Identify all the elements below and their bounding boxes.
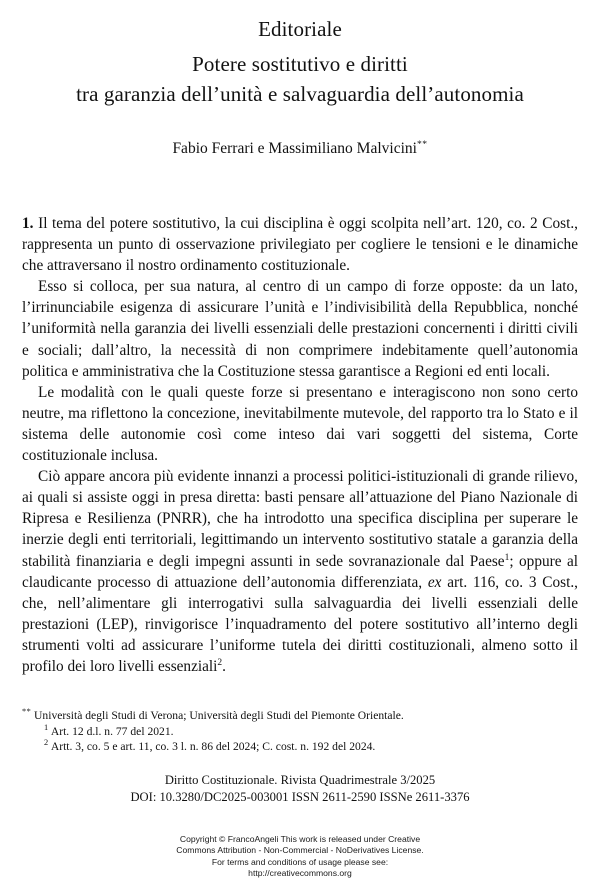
article-body [22, 213, 578, 677]
copyright-line-2: Commons Attribution - Non-Commercial - NoDerivatives License. [176, 845, 424, 856]
footnote-2-marker: 2 [44, 738, 49, 748]
body-paragraph-4 [22, 466, 578, 677]
copyright-url[interactable]: http://creativecommons.org [248, 868, 352, 879]
body-paragraph-4-part-1: Ciò appare ancora più evidente innanzi a processi politici-istituzionali di grande rilievo, ai quali si assiste oggi in presa diretta: basti pensare all’attuazione del Piano Nazionale di Ripresa e Resilienza (PNRR), che ha introdotto una specifica disciplina per superare le inerzie degli enti territoriali, legittimando un intervento sostitutivo statale a garanzia della stabilità finanziaria e degli impegni assunti in sede sovranazionale dal Paese [22, 468, 578, 570]
body-paragraph-3: Le modalità con le quali queste forze si presentano e interagiscono non sono certo neutre, ma riflettono la concezione, inevitabilmente mutevole, del rapporto tra lo Stato e il sistema delle autonomie così come inteso dai vari soggetti del sistema, Corte costituzionale inclusa. [22, 383, 578, 465]
body-paragraph-4-part-4: . [222, 657, 226, 675]
title-line-1: Potere sostitutivo e diritti [192, 52, 408, 76]
journal-info [0, 772, 600, 805]
copyright-line-1: Copyright © FrancoAngeli This work is released under Creative [179, 834, 421, 844]
body-paragraph-4-part-3: art. 116, co. 3 Cost., che, nell’alimentare gli interrogativi sulla salvaguardia dei livelli essenziali delle prestazioni (LEP), rinvigorisce l’inquadramento del potere sostitutivo all’interno degli strumenti volti ad assicurare l’uniforme tutela dei diritti costituzionali, almeno sotto il profilo dei loro livelli essenziali [22, 573, 578, 675]
body-paragraph-4-part-2: ; oppure al claudicante processo di attuazione dell’autonomia differenziata, [22, 552, 578, 591]
footnote-ref-1[interactable]: 1 [504, 552, 510, 563]
journal-name-issue: Diritto Costituzionale. Rivista Quadrimestrale 3/2025 [164, 773, 436, 787]
body-paragraph-1 [22, 213, 578, 276]
copyright-footer [0, 834, 600, 880]
footnote-affiliation-text: Università degli Studi di Verona; Università degli Studi del Piemonte Orientale. [31, 709, 404, 722]
footnote-1 [22, 724, 578, 740]
author-footnote-marker: ** [416, 138, 428, 150]
title-line-2: tra garanzia dell’unità e salvaguardia dell’autonomia [76, 82, 524, 106]
footnote-2-text: Artt. 3, co. 5 e art. 11, co. 3 l. n. 86 del 2024; C. cost. n. 192 del 2024. [48, 740, 376, 754]
latin-term-ex: ex [427, 573, 442, 591]
footnote-ref-2[interactable]: 2 [217, 657, 223, 668]
footnote-1-text: Art. 12 d.l. n. 77 del 2021. [48, 724, 174, 738]
body-paragraph-2: Esso si colloca, per sua natura, al centro di un campo di forze opposte: da un lato, l’irrinunciabile esigenza di assicurare l’unità e l’indivisibilità della Repubblica, nonché l’uniformità nella garanzia dei livelli essenziali delle prestazioni concernenti i diritti civili e sociali; dall’altro, la necessità di non comprimere indebitamente quell’autonomia politica e amministrativa che la Costituzione stessa garantisce a Regioni ed enti locali. [22, 278, 578, 380]
copyright-line-3: For terms and conditions of usage please see: [211, 856, 389, 867]
footnotes-block [22, 708, 578, 755]
page-title [22, 49, 578, 109]
footnote-affiliation-marker: ** [22, 707, 32, 717]
section-kicker: Editoriale [258, 17, 342, 41]
footnote-2 [22, 739, 578, 755]
footnote-affiliation [22, 708, 578, 724]
footnote-1-marker: 1 [44, 722, 49, 732]
journal-doi-issn: DOI: 10.3280/DC2025-003001 ISSN 2611-2590 ISSNe 2611-3376 [130, 789, 470, 804]
author-line [22, 138, 578, 160]
section-number: 1. [22, 215, 34, 232]
title-block [22, 0, 578, 109]
author-names: Fabio Ferrari e Massimiliano Malvicini [172, 140, 417, 157]
body-paragraph-1-text: Il tema del potere sostitutivo, la cui disciplina è oggi scolpita nell’art. 120, co. 2 Cost., rappresenta un punto di osservazione privilegiato per cogliere le tensioni e le dinamiche che attraversano il nostro ordinamento costituzionale. [22, 215, 578, 275]
